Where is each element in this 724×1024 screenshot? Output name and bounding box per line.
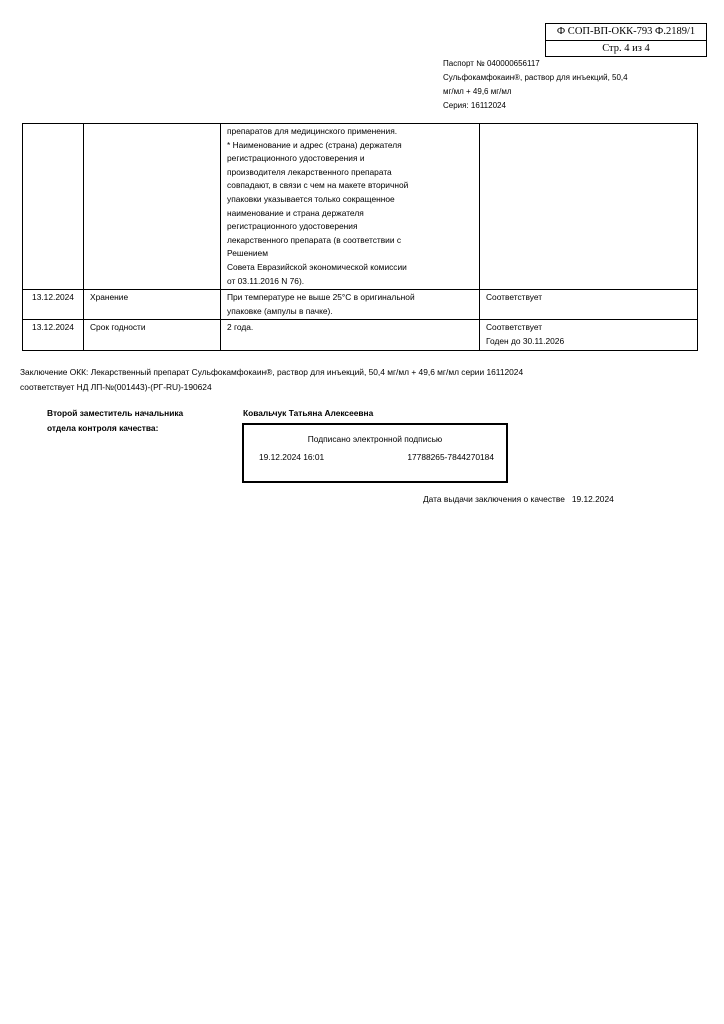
issue-date-line bbox=[423, 494, 614, 504]
requirement-line: При температуре не выше 25°С в оригинальной bbox=[227, 292, 415, 303]
requirement-line: Решением bbox=[227, 248, 268, 259]
product-name-line1: Сульфокамфокаин®, раствор для инъекций, 50,4 bbox=[443, 73, 628, 82]
requirement-line: от 03.11.2016 N 76). bbox=[227, 275, 305, 286]
signature-certificate-id: 17788265-7844270184 bbox=[407, 452, 494, 462]
table-row bbox=[23, 290, 698, 320]
form-code: Ф СОП-ВП-ОКК-793 Ф.2189/1 bbox=[556, 26, 696, 37]
passport-info bbox=[443, 57, 628, 113]
passport-number: Паспорт № 040000656117 bbox=[443, 59, 540, 68]
requirement-line: совпадают, в связи с чем на макете вторичной bbox=[227, 180, 409, 191]
signer-position-line1: Второй заместитель начальника bbox=[47, 408, 184, 418]
test-date: 13.12.2024 bbox=[23, 290, 84, 320]
signature-stamp-title: Подписано электронной подписью bbox=[307, 434, 443, 444]
page-number: Стр. 4 из 4 bbox=[546, 40, 706, 57]
requirement-cell bbox=[221, 290, 480, 320]
requirement-line: Совета Евразийской экономической комиссии bbox=[227, 261, 407, 272]
conclusion-line1: Заключение ОКК: Лекарственный препарат Сульфокамфокаин®, раствор для инъекций, 50,4 мг/мл + 49,6 мг/мл серии 16112024 bbox=[20, 367, 524, 377]
result-cell bbox=[480, 290, 698, 320]
issue-date: 19.12.2024 bbox=[571, 494, 614, 504]
conclusion bbox=[20, 365, 523, 394]
requirement-line: наименование и страна держателя bbox=[227, 207, 364, 218]
test-name: Срок годности bbox=[84, 320, 221, 350]
requirement-line: регистрационного удостоверения и bbox=[227, 153, 365, 164]
table-row bbox=[23, 124, 698, 290]
signature-datetime: 19.12.2024 16:01 bbox=[259, 452, 325, 462]
issue-date-label: Дата выдачи заключения о качестве bbox=[423, 494, 565, 504]
requirement-line: упаковке (ампулы в пачке). bbox=[227, 305, 333, 316]
requirement-line: 2 года. bbox=[227, 322, 254, 333]
requirement-line: производителя лекарственного препарата bbox=[227, 166, 392, 177]
requirement-line: регистрационного удостоверения bbox=[227, 221, 358, 232]
test-results-table bbox=[22, 123, 698, 351]
requirement-line: препаратов для медицинского применения. bbox=[227, 126, 398, 136]
signer-position bbox=[47, 406, 183, 436]
requirement-cell bbox=[221, 320, 480, 350]
result-line: Годен до 30.11.2026 bbox=[486, 335, 565, 346]
signer-position-line2: отдела контроля качества: bbox=[47, 423, 159, 433]
test-date: 13.12.2024 bbox=[23, 320, 84, 350]
test-name: Хранение bbox=[84, 290, 221, 320]
form-code-box bbox=[545, 23, 707, 57]
series: Серия: 16112024 bbox=[443, 101, 506, 110]
electronic-signature-stamp bbox=[242, 423, 508, 483]
signer-name: Ковальчук Татьяна Алексеевна bbox=[243, 408, 374, 418]
result-line: Соответствует bbox=[486, 322, 543, 333]
requirement-line: * Наименование и адрес (страна) держателя bbox=[227, 139, 402, 150]
requirement-line: упаковки указывается только сокращенное bbox=[227, 193, 395, 204]
product-name-line2: мг/мл + 49,6 мг/мл bbox=[443, 87, 512, 96]
result-cell bbox=[480, 320, 698, 350]
result-line: Соответствует bbox=[486, 292, 543, 303]
requirement-cell bbox=[221, 124, 480, 290]
conclusion-line2: соответствует НД ЛП-№(001443)-(РГ-RU)-190624 bbox=[20, 381, 212, 392]
table-row bbox=[23, 320, 698, 350]
requirement-line: лекарственного препарата (в соответствии с bbox=[227, 234, 402, 245]
